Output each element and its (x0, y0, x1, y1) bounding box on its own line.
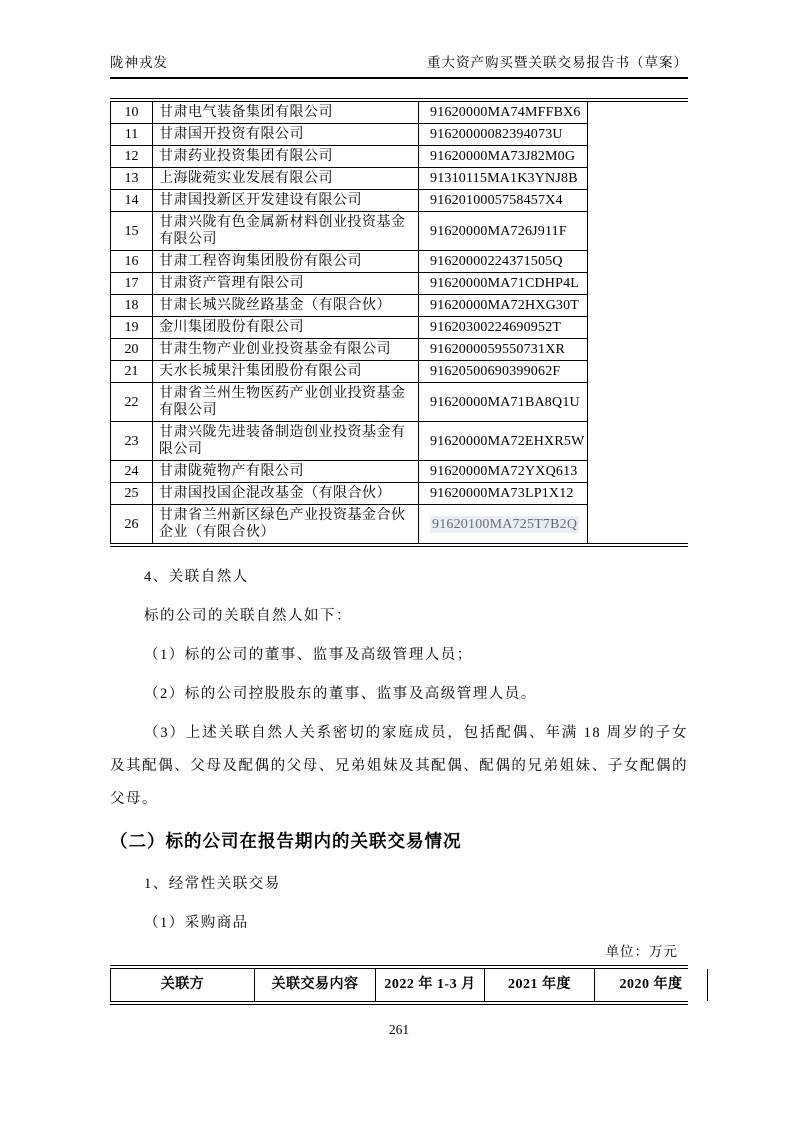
column-header: 2020 年度 (595, 969, 708, 1001)
credit-code-cell (419, 317, 588, 339)
transactions-header-row (111, 969, 708, 1001)
credit-code-cell (419, 483, 588, 505)
company-name-cell: 甘肃药业投资集团有限公司 (153, 146, 419, 168)
row-number-cell: 13 (111, 168, 153, 190)
credit-code-highlighted: 91620100MA725T7B2Q (432, 516, 578, 532)
table-row (111, 422, 588, 461)
row-number-cell: 15 (111, 212, 153, 251)
credit-code-cell (419, 273, 588, 295)
credit-code: 91620000MA73LP1X12 (430, 486, 574, 501)
credit-code: 9162010005758457X4 (430, 193, 563, 208)
credit-code-cell (419, 339, 588, 361)
row-number-cell: 14 (111, 190, 153, 212)
credit-code: 91620000MA73J82M0G (430, 149, 576, 164)
row-number-cell: 12 (111, 146, 153, 168)
table-row (111, 273, 588, 295)
table-row (111, 361, 588, 383)
row-number-cell: 18 (111, 295, 153, 317)
company-name-cell: 甘肃国投新区开发建设有限公司 (153, 190, 419, 212)
company-name-cell: 甘肃陇菀物产有限公司 (153, 461, 419, 483)
table-row (111, 383, 588, 422)
credit-code: 91620000MA71CDHP4L (430, 276, 580, 291)
row-number-cell: 21 (111, 361, 153, 383)
credit-code-cell (419, 190, 588, 212)
credit-code-cell (419, 422, 588, 461)
credit-code-cell (419, 383, 588, 422)
credit-code-cell (419, 124, 588, 146)
row-number-cell: 16 (111, 251, 153, 273)
credit-code: 91620000MA72HXG30T (430, 298, 580, 313)
related-parties-rows (111, 102, 588, 543)
credit-code: 91620000MA74MFFBX6 (430, 105, 581, 120)
row-number-cell: 23 (111, 422, 153, 461)
table-row (111, 339, 588, 361)
unit-label: 单位：万元 (605, 944, 678, 959)
credit-code: 91620500690399062F (430, 364, 561, 379)
credit-code-cell (419, 212, 588, 251)
row-number-cell: 22 (111, 383, 153, 422)
paragraph-intro: 标的公司的关联自然人如下： (144, 608, 352, 624)
credit-code-cell (419, 251, 588, 273)
row-number-cell: 25 (111, 483, 153, 505)
company-name-cell: 金川集团股份有限公司 (153, 317, 419, 339)
paragraph-item-1: （1）标的公司的董事、监事及高级管理人员； (144, 647, 473, 663)
section-1-subtitle: 1、经常性关联交易 (144, 876, 281, 892)
company-name-cell: 甘肃兴陇先进装备制造创业投资基金有限公司 (153, 422, 419, 461)
header-left-title: 陇神戎发 (110, 55, 168, 70)
company-name-cell: 上海陇菀实业发展有限公司 (153, 168, 419, 190)
row-number-cell: 11 (111, 124, 153, 146)
table-empty-column (588, 102, 688, 543)
table-row (111, 146, 588, 168)
credit-code: 91310115MA1K3YNJ8B (430, 171, 578, 186)
company-name-cell: 甘肃省兰州新区绿色产业投资基金合伙企业（有限合伙） (153, 505, 419, 544)
credit-code: 91620000224371505Q (430, 254, 563, 269)
paragraph-item-3: （3）上述关联自然人关系密切的家庭成员，包括配偶、年满 18 周岁的子女及其配偶、父母及配偶的父母、兄弟姐妹及其配偶、配偶的兄弟姐妹、子女配偶的父母。 (110, 725, 688, 807)
table-row (111, 317, 588, 339)
credit-code: 91620000MA71BA8Q1U (430, 394, 580, 410)
row-number-cell: 10 (111, 102, 153, 124)
row-number-cell: 20 (111, 339, 153, 361)
row-number-cell: 26 (111, 505, 153, 544)
page-header (110, 54, 688, 79)
company-name-cell: 甘肃长城兴陇丝路基金（有限合伙） (153, 295, 419, 317)
company-name-cell: 天水长城果汁集团股份有限公司 (153, 361, 419, 383)
transactions-table (110, 965, 688, 1005)
table-row (111, 505, 588, 544)
header-right-title: 重大资产购买暨关联交易报告书（草案） (427, 55, 688, 70)
paragraph-item-2: （2）标的公司控股股东的董事、监事及高级管理人员。 (144, 686, 537, 702)
section-4-title: 4、关联自然人 (144, 569, 249, 585)
credit-code-cell (419, 505, 588, 544)
related-parties-grid (110, 102, 588, 543)
credit-code: 91620000MA72YXQ613 (430, 464, 578, 479)
credit-code-cell (419, 461, 588, 483)
table-row (111, 168, 588, 190)
column-header: 2022 年 1-3 月 (376, 969, 485, 1001)
transactions-grid (110, 969, 708, 1001)
row-number-cell: 19 (111, 317, 153, 339)
column-header: 2021 年度 (485, 969, 595, 1001)
page-number: 261 (388, 1022, 410, 1037)
table-row (111, 461, 588, 483)
credit-code: 91620000082394073U (430, 127, 563, 142)
company-name-cell: 甘肃省兰州生物医药产业创业投资基金有限公司 (153, 383, 419, 422)
company-name-cell: 甘肃生物产业创业投资基金有限公司 (153, 339, 419, 361)
company-name-cell: 甘肃国开投资有限公司 (153, 124, 419, 146)
company-name-cell: 甘肃兴陇有色金属新材料创业投资基金有限公司 (153, 212, 419, 251)
table-row (111, 190, 588, 212)
company-name-cell: 甘肃国投国企混改基金（有限合伙） (153, 483, 419, 505)
paragraph-purchase-goods: （1）采购商品 (144, 915, 249, 931)
credit-code: 91620000MA726J911F (430, 223, 567, 239)
credit-code-cell (419, 361, 588, 383)
company-name-cell: 甘肃工程咨询集团股份有限公司 (153, 251, 419, 273)
company-name-cell: 甘肃电气装备集团有限公司 (153, 102, 419, 124)
credit-code-cell (419, 168, 588, 190)
credit-code-cell (419, 295, 588, 317)
table-row (111, 483, 588, 505)
table-row (111, 124, 588, 146)
table-row (111, 295, 588, 317)
section-2-heading: （二）标的公司在报告期内的关联交易情况 (110, 831, 462, 851)
row-number-cell: 17 (111, 273, 153, 295)
company-name-cell: 甘肃资产管理有限公司 (153, 273, 419, 295)
column-header: 关联交易内容 (255, 969, 376, 1001)
table-row (111, 102, 588, 124)
credit-code: 91620000MA72EHXR5W (430, 433, 585, 449)
credit-code: 91620300224690952T (430, 320, 562, 335)
credit-code-cell (419, 146, 588, 168)
related-parties-table (110, 98, 688, 547)
table-row (111, 251, 588, 273)
column-header: 关联方 (111, 969, 255, 1001)
table-row (111, 212, 588, 251)
credit-code: 9162000059550731XR (430, 342, 566, 357)
credit-code-cell (419, 102, 588, 124)
row-number-cell: 24 (111, 461, 153, 483)
